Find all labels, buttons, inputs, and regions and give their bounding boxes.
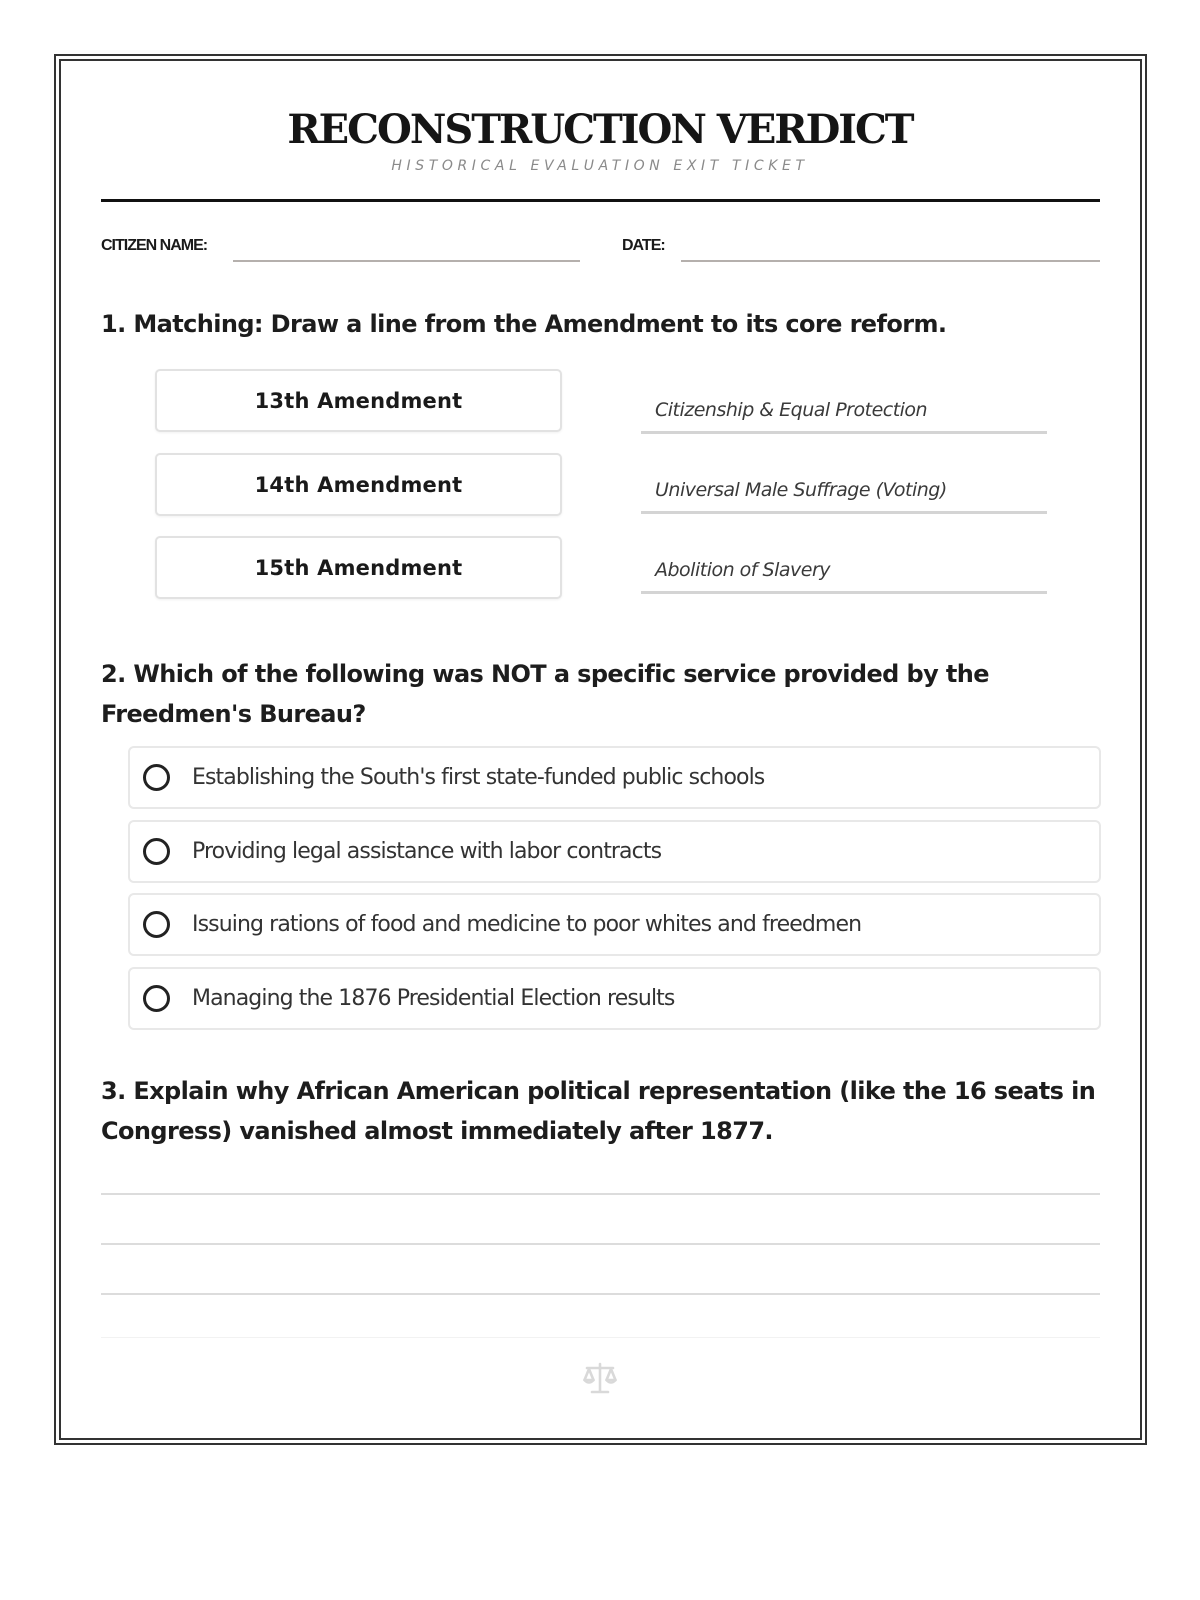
option-label: Establishing the South's first state-funded public schools [192, 765, 765, 790]
option-label: Issuing rations of food and medicine to poor whites and freedmen [192, 912, 862, 937]
amendment-14-box[interactable] [155, 453, 562, 516]
scales-of-justice-icon [582, 1361, 618, 1395]
footer-divider [101, 1337, 1100, 1338]
radio-icon[interactable] [143, 764, 170, 791]
reform-suffrage-item[interactable] [641, 467, 1047, 514]
option-c[interactable] [128, 893, 1101, 956]
question-1-heading: 1. Matching: Draw a line from the Amendment to its core reform. [101, 310, 947, 338]
amendment-13-box[interactable] [155, 369, 562, 432]
title-divider [101, 199, 1100, 202]
option-a[interactable] [128, 746, 1101, 809]
radio-icon[interactable] [143, 985, 170, 1012]
reform-label: Citizenship & Equal Protection [655, 399, 928, 421]
option-label: Managing the 1876 Presidential Election results [192, 986, 675, 1011]
question-2-heading: 2. Which of the following was NOT a specific service provided by the Freedmen's Bureau? [101, 660, 989, 728]
answer-line-2[interactable] [101, 1243, 1100, 1245]
page-title: RECONSTRUCTION VERDICT [287, 106, 913, 153]
reform-abolition-item[interactable] [641, 547, 1047, 594]
question-3-heading: 3. Explain why African American political representation (like the 16 seats in Congress) vanished almost immediately after 1877. [101, 1077, 1096, 1145]
amendment-label: 15th Amendment [254, 555, 463, 580]
date-label: DATE: [622, 237, 665, 254]
option-d[interactable] [128, 967, 1101, 1030]
amendment-15-box[interactable] [155, 536, 562, 599]
date-field[interactable] [681, 260, 1100, 262]
option-b[interactable] [128, 820, 1101, 883]
radio-icon[interactable] [143, 838, 170, 865]
citizen-name-field[interactable] [233, 260, 580, 262]
answer-line-1[interactable] [101, 1193, 1100, 1195]
radio-icon[interactable] [143, 911, 170, 938]
amendment-label: 13th Amendment [254, 388, 463, 413]
answer-line-3[interactable] [101, 1293, 1100, 1295]
citizen-name-label: CITIZEN NAME: [101, 237, 208, 254]
option-label: Providing legal assistance with labor contracts [192, 839, 662, 864]
page-subtitle: HISTORICAL EVALUATION EXIT TICKET [391, 158, 809, 174]
reform-citizenship-item[interactable] [641, 387, 1047, 434]
reform-label: Abolition of Slavery [655, 559, 830, 581]
amendment-label: 14th Amendment [254, 472, 463, 497]
reform-label: Universal Male Suffrage (Voting) [655, 479, 947, 501]
